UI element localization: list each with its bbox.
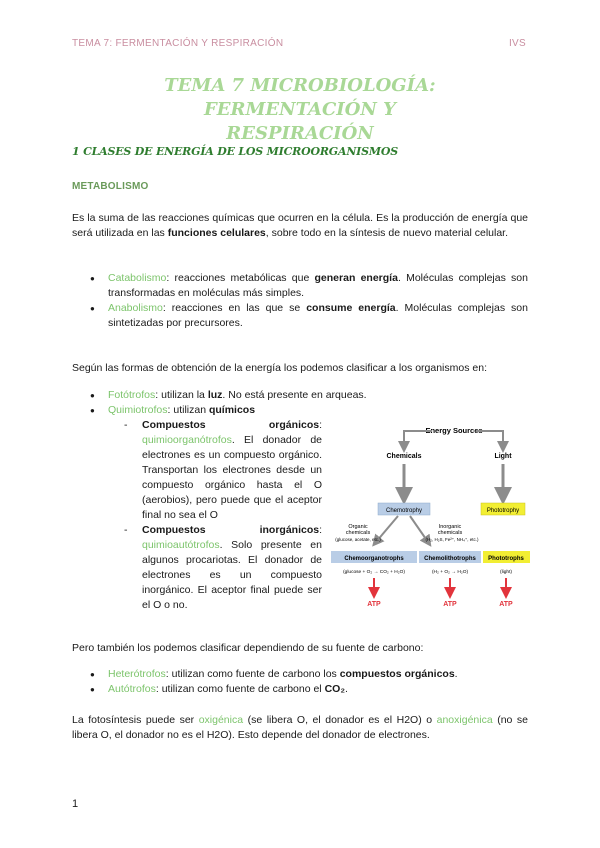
chemicals-label: Chemicals [386,453,422,460]
list-item [90,271,528,301]
energy-sources-label: Energy Sources [425,426,483,435]
header-left: TEMA 7: FERMENTACIÓN Y RESPIRACIÓN [72,38,284,49]
list-item [90,403,528,418]
metabolismo-intro [72,211,528,241]
term: Heterótrofos [108,668,166,680]
text: . Moléculas complejas son sintetizadas por precursores. [108,302,528,329]
text: . Moléculas complejas son transformadas en moléculas más simples. [108,272,528,299]
bold: consume energía [306,302,396,314]
text: (no se libera O, el donador no es el H2O). Esto depende del donador de electrones. [72,714,528,741]
list-item [124,523,322,613]
page-header [72,38,526,49]
text: : [319,524,322,536]
bold: Compuestos orgánicos [142,419,320,431]
atp-label-1: ATP [367,601,381,608]
text: . [344,683,348,695]
metabolism-list [90,271,528,331]
text: : utilizan como fuente de carbono los [165,668,340,680]
term: anoxigénica [436,714,493,726]
term: Quimiotrofos [108,404,168,416]
title-line-2: RESPIRACIÓN [226,123,374,144]
photosynthesis-paragraph [72,713,528,743]
inorganic-label-2: chemicals [437,530,463,536]
chemotrophy-label: Chemotrophy [385,508,423,514]
list-item [90,388,528,403]
organic-examples: (glucose, acetate, etc.) [335,537,381,542]
chemoorganotrophs-label: Chemoorganotrophs [344,556,404,562]
inorganic-label-1: Inorganic [438,524,462,530]
list-item [90,682,528,697]
bold: CO₂ [324,683,345,695]
header-right: IVS [508,38,526,49]
text: : reacciones en las que se [162,302,307,314]
bold: compuestos orgánicos [339,668,455,680]
text: : utilizan como fuente de carbono el [155,683,325,695]
term: Autótrofos [108,683,156,695]
energy-list [90,388,528,418]
bold: generan energía [314,272,398,284]
intro-text: Es la suma de las reacciones químicas que ocurren en la célula. Es la producción de energía que será utilizada en las [72,212,528,239]
organic-label-1: Organic [348,524,368,530]
title-line-1: TEMA 7 MICROBIOLOGÍA: FERMENTACIÓN Y [164,75,436,120]
bold: luz [207,389,223,401]
text: . El donador de electrones es un compuesto orgánico. Transportan los electrones desde un compuesto orgánico hasta el O (aerobios), pero puede que el aceptor final no sea el O [142,434,322,521]
subsection-heading: METABOLISMO [72,181,149,192]
inorganic-examples: (H₂, H₂S, Fe²⁺, NH₄⁺, etc.) [425,537,479,542]
equation-1: (glucose + O₂ → CO₂ + H₂O) [343,570,405,575]
text: La fotosíntesis puede ser [72,714,199,726]
phototrophy-label: Phototrophy [486,508,520,514]
list-item [90,667,528,682]
term: Anabolismo [108,302,163,314]
text: : utilizan la [155,389,208,401]
organic-label-2: chemicals [345,530,371,536]
bold: químicos [208,404,256,416]
text: . [454,668,458,680]
bold: Compuestos inorgánicos [142,524,320,536]
chemotroph-sublist [124,418,322,613]
text: : reacciones metabólicas que [166,272,315,284]
energy-intro: Según las formas de obtención de la energía los podemos clasificar a los organismos en: [72,362,487,374]
text: . Solo presente en algunos procariotas. El donador de electrones es un compuesto inorgánico. El aceptor final puede ser el O o no. [142,539,322,611]
equation-3: (light) [500,570,512,575]
term: oxigénica [198,714,244,726]
light-label: Light [494,453,512,460]
chemolithotrophs-label: Chemolithotrophs [424,556,476,562]
carbon-intro: Pero también los podemos clasificar dependiendo de su fuente de carbono: [72,642,424,654]
list-item [90,301,528,331]
term: quimioorganótrofos [142,434,232,446]
phototrophs-label: Phototrophs [488,556,524,562]
carbon-list [90,667,528,697]
text: . No está presente en arqueas. [222,389,367,401]
term: Catabolismo [108,272,167,284]
intro-bold: funciones celulares [167,227,266,239]
atp-label-2: ATP [443,601,457,608]
text: : utilizan [167,404,209,416]
term: quimioautótrofos [142,539,220,551]
section-title: 1 CLASES DE ENERGÍA DE LOS MICROORGANISMOS [72,145,398,158]
text: : [319,419,322,431]
text: (se libera O, el donador es el H2O) o [243,714,437,726]
document-title [80,74,520,146]
energy-sources-diagram [328,420,534,612]
page-number: 1 [72,798,79,810]
term: Fotótrofos [108,389,156,401]
equation-2: (H₂ + O₂ → H₂O) [431,570,469,575]
intro-text-end: , sobre todo en la síntesis de nuevo material celular. [265,227,509,239]
atp-label-3: ATP [499,601,513,608]
list-item [124,418,322,523]
